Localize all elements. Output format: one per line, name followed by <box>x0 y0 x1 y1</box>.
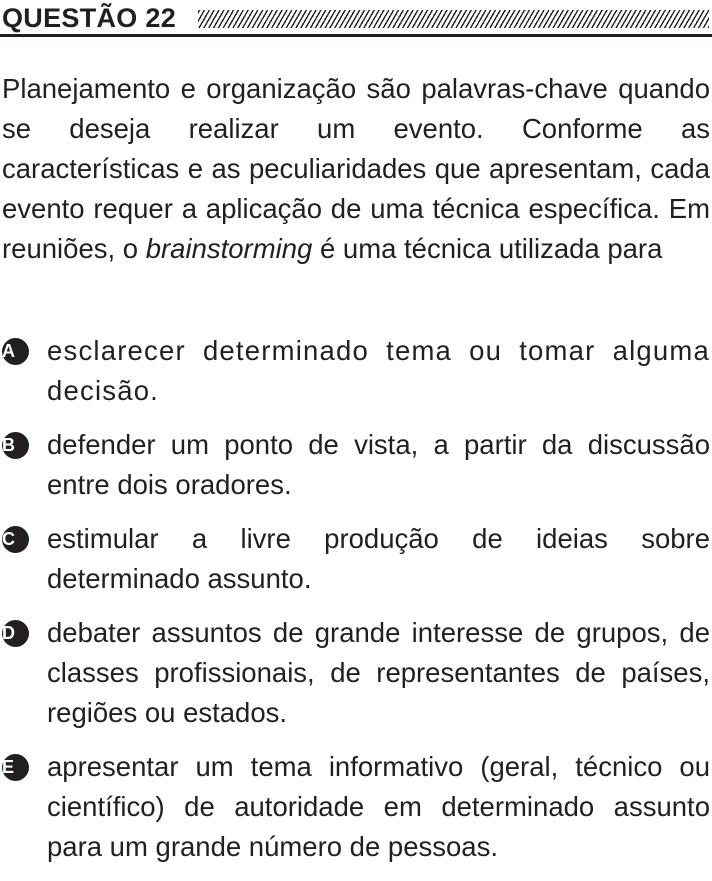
option-e[interactable] <box>0 747 710 867</box>
option-c-text: estimular a livre produção de ideias sobre determinado assunto. <box>47 523 710 594</box>
option-e-text: apresentar um tema informativo (geral, técnico ou científico) de autoridade em determinado assunto para um grande número de pessoas. <box>47 751 710 862</box>
option-d[interactable] <box>0 613 710 733</box>
stem-text-after: é uma técnica utilizada para <box>312 233 663 264</box>
option-c-badge: C <box>2 526 29 553</box>
question-title: QUESTÃO 22 <box>2 3 177 33</box>
stem-emphasis: brainstorming <box>145 233 313 264</box>
option-b-text: defender um ponto de vista, a partir da discussão entre dois oradores. <box>47 429 710 500</box>
option-c[interactable] <box>0 519 710 599</box>
option-a-badge: A <box>2 338 29 365</box>
answer-options <box>0 331 712 881</box>
option-b[interactable] <box>0 425 710 505</box>
question-stem <box>2 69 710 269</box>
option-a-text: esclarecer determinado tema ou tomar alguma decisão. <box>47 335 710 406</box>
option-e-badge: E <box>2 754 29 781</box>
option-a[interactable] <box>0 331 710 411</box>
option-d-badge: D <box>2 620 29 647</box>
decorative-hatch <box>198 10 709 28</box>
header-divider <box>0 34 712 37</box>
question-header <box>0 2 712 40</box>
stem-text-before: Planejamento e organização são palavras-chave quando se deseja realizar um evento. Conforme as características e as peculiaridades que apresentam, cada evento requer a aplicação de uma técnica específica. Em reuniões, o <box>2 73 710 264</box>
option-b-badge: B <box>2 432 29 459</box>
option-d-text: debater assuntos de grande interesse de grupos, de classes profissionais, de representantes de países, regiões ou estados. <box>47 617 710 728</box>
